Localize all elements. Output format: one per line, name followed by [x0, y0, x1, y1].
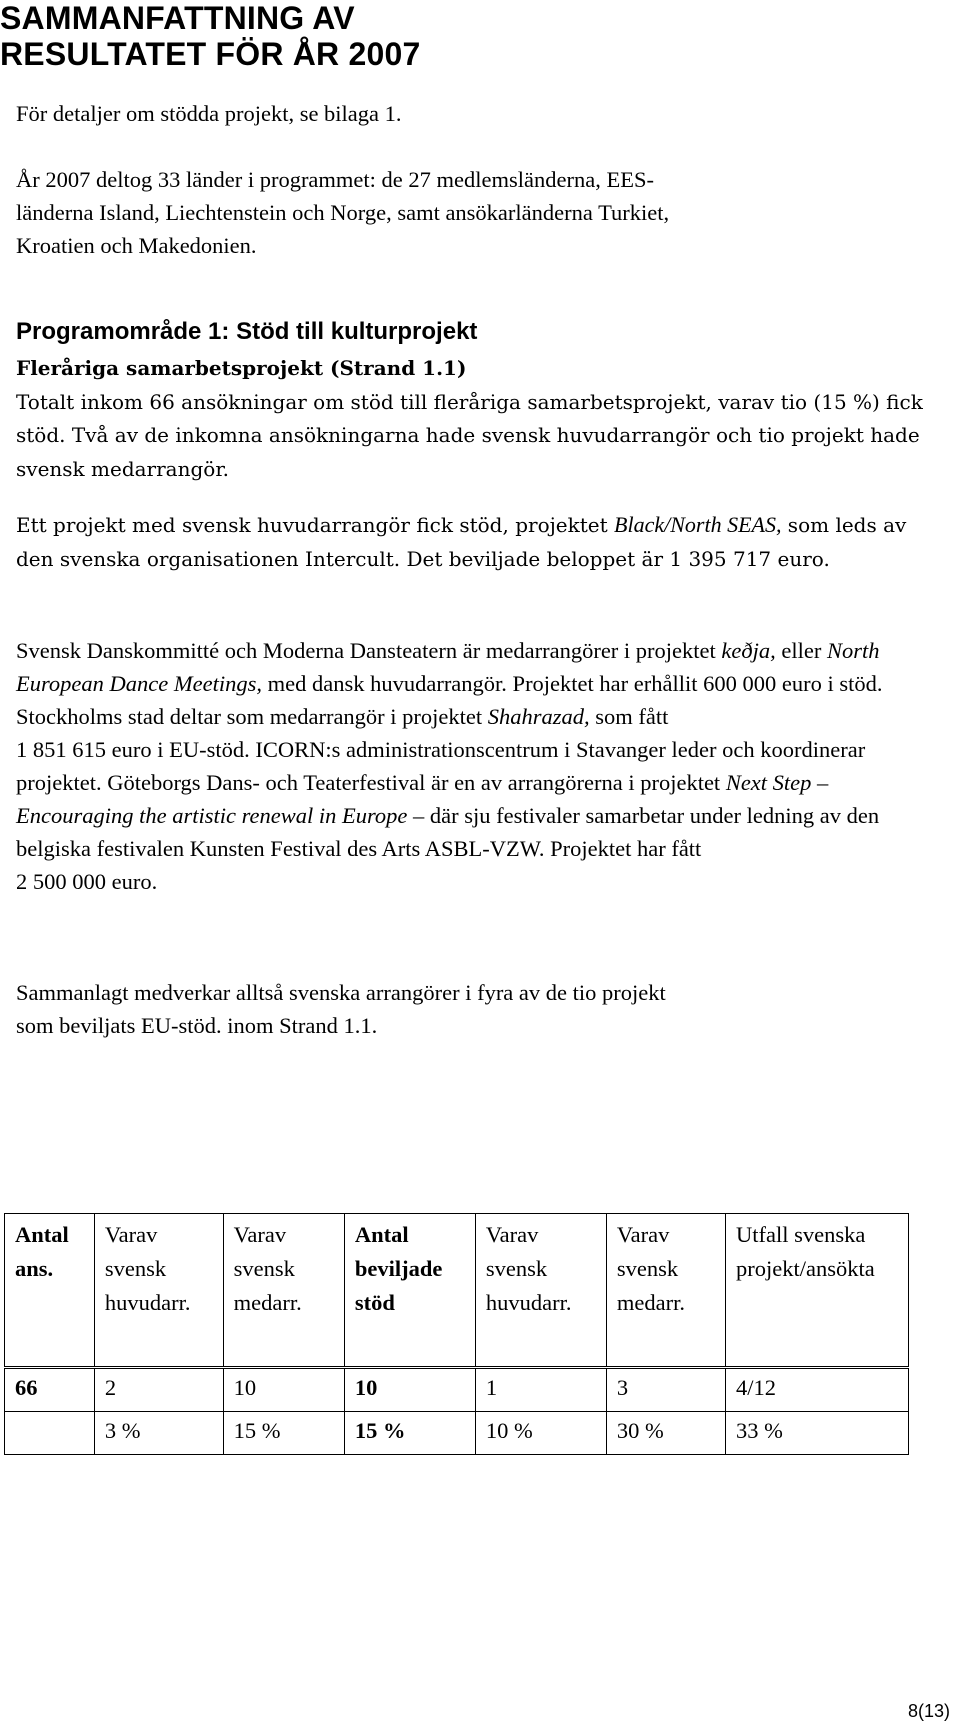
table-cell: 3 % — [94, 1412, 223, 1455]
table-cell: 3 — [606, 1368, 725, 1412]
dance-text-g: 2 500 000 euro. — [16, 869, 158, 894]
header-cell-varav-huvudarr-2: Varav svensk huvudarr. — [475, 1214, 606, 1368]
program-heading: Programområde 1: Stöd till kulturprojekt — [16, 318, 478, 345]
page-title-line-2: RESULTATET FÖR ÅR 2007 — [0, 36, 421, 72]
intro-paragraph: För detaljer om stödda projekt, se bilaga 1. — [16, 101, 402, 126]
header-cell-antal-ans: Antal ans. — [5, 1214, 95, 1368]
summary-line-2: som beviljats EU-stöd. inom Strand 1.1. — [16, 1013, 378, 1038]
table-cell: 2 — [94, 1368, 223, 1412]
nedm-title: North European Dance Meetings, — [16, 638, 880, 696]
countries-line-2: länderna Island, Liechtenstein och Norge, samt ansökarländerna Turkiet, — [16, 200, 670, 225]
header-cell-varav-huvudarr: Varav svensk huvudarr. — [94, 1214, 223, 1368]
page-title-line-1: SAMMANFATTNING AV — [0, 0, 355, 36]
project-name: Black/North SEAS, — [614, 512, 782, 537]
header-cell-antal-beviljade: Antal beviljade stöd — [344, 1214, 475, 1368]
kedja-title: keðja, — [721, 638, 776, 663]
header-cell-utfall: Utfall svenska projekt/ansökta — [725, 1214, 908, 1368]
table-header-row — [5, 1214, 909, 1368]
strand-heading: Fleråriga samarbetsprojekt (Strand 1.1) — [16, 356, 467, 380]
shahrazad-title: Shahrazad, — [487, 704, 590, 729]
project-text-2: som leds av den svenska organisationen Intercult. Det beviljade beloppet är 1 395 717 euro. — [16, 513, 907, 571]
countries-line-1: År 2007 deltog 33 länder i programmet: de 27 medlemsländerna, EES- — [16, 167, 654, 192]
header-cell-varav-medarr-2: Varav svensk medarr. — [606, 1214, 725, 1368]
dance-text-d: som fått — [589, 704, 669, 729]
table-cell — [5, 1412, 95, 1455]
dance-text-b: eller — [775, 638, 827, 663]
header-cell-varav-medarr: Varav svensk medarr. — [223, 1214, 344, 1368]
summary-line-1: Sammanlagt medverkar alltså svenska arrangörer i fyra av de tio projekt — [16, 980, 666, 1005]
table-cell: 66 — [5, 1368, 95, 1412]
table-cell: 30 % — [606, 1412, 725, 1455]
dance-paragraph — [16, 634, 946, 898]
countries-paragraph — [16, 163, 669, 262]
dance-text-c: med dansk huvudarrangör. Projektet har erhållit 600 000 euro i stöd. Stockholms stad deltar som medarrangör i projektet — [16, 671, 883, 729]
project-text-1: Ett projekt med svensk huvudarrangör fick stöd, projektet — [16, 513, 615, 537]
table-cell: 15 % — [344, 1412, 475, 1455]
table-cell: 33 % — [725, 1412, 908, 1455]
results-table — [4, 1213, 909, 1455]
next-step-title: Next Step – Encouraging the artistic renewal in Europe — [16, 770, 829, 828]
dance-text-f: – där sju festivaler samarbetar under ledning av den belgiska festivalen Kunsten Festival des Arts ASBL-VZW. Projektet har fått — [16, 803, 880, 861]
page-title — [0, 0, 420, 72]
strand-section — [16, 352, 936, 486]
strand-text-1: Totalt inkom 66 ansökningar om stöd till fleråriga samarbetsprojekt, varav tio (15 %) fick stöd. — [16, 389, 923, 447]
table-cell: 10 — [344, 1368, 475, 1412]
summary-paragraph — [16, 976, 666, 1042]
table-row — [5, 1368, 909, 1412]
table-cell: 10 — [223, 1368, 344, 1412]
countries-line-3: Kroatien och Makedonien. — [16, 233, 257, 258]
dance-text-a: Svensk Danskommitté och Moderna Dansteatern är medarrangörer i projektet — [16, 638, 722, 663]
page-number: 8(13) — [907, 1701, 950, 1721]
table-cell: 15 % — [223, 1412, 344, 1455]
project-paragraph — [16, 508, 936, 576]
dance-text-e: 1 851 615 euro i EU-stöd. ICORN:s administrationscentrum i Stavanger leder och koordinerar projektet. Göteborgs Dans- och Teaterfestival är en av arrangörerna i projektet — [16, 737, 866, 795]
strand-text-2: Två av de inkomna ansökningarna hade svensk huvudarrangör och tio projekt hade svensk medarrangör. — [16, 423, 920, 481]
table-cell: 10 % — [475, 1412, 606, 1455]
table-cell: 1 — [475, 1368, 606, 1412]
table-cell: 4/12 — [725, 1368, 908, 1412]
table-row — [5, 1412, 909, 1455]
